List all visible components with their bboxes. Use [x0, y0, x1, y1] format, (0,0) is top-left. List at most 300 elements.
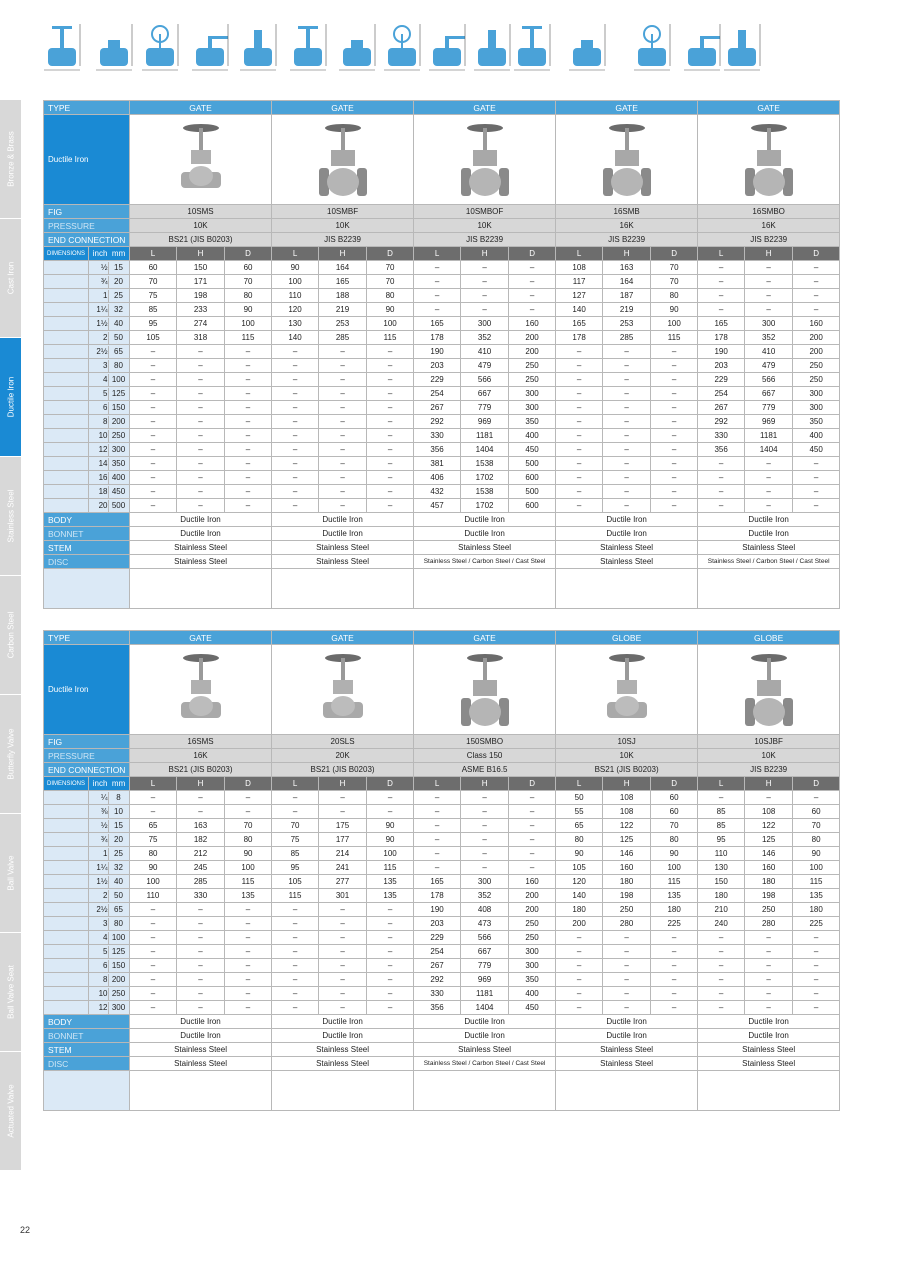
dimension-value: 60 [225, 261, 272, 275]
stem-value: Stainless Steel [272, 1043, 414, 1057]
dimension-value: – [367, 1001, 414, 1015]
body-value: Ductile Iron [130, 1015, 272, 1029]
size-blank [44, 303, 89, 317]
dimension-value: 163 [177, 819, 225, 833]
dimension-value: 140 [556, 889, 603, 903]
dimension-value: 120 [272, 303, 319, 317]
bonnet-value: Ductile Iron [698, 527, 840, 541]
side-tab-butterfly-valve[interactable] [0, 695, 21, 814]
side-tab-actuated-valve[interactable] [0, 1052, 21, 1171]
dimension-value: 178 [414, 331, 461, 345]
size-row [44, 359, 840, 373]
side-tab-label: Stainless Steel [6, 489, 15, 543]
notes-cell [130, 1071, 272, 1111]
dimension-value: 250 [509, 373, 556, 387]
dimension-value: – [225, 987, 272, 1001]
dimension-value: 70 [225, 819, 272, 833]
size-inch: 12 [90, 1002, 109, 1014]
dimension-value: 352 [461, 889, 509, 903]
size-mm: 8 [116, 792, 121, 802]
dimension-value: 70 [367, 275, 414, 289]
dim-header-l: L [698, 247, 745, 261]
dimension-value: 115 [225, 331, 272, 345]
end-connection-value: JIS B2239 [272, 233, 414, 247]
size-cell [89, 317, 130, 331]
dimension-value: – [367, 485, 414, 499]
dimension-value: 219 [319, 303, 367, 317]
valve-photo-20sls [272, 645, 414, 735]
dimension-value: – [319, 1001, 367, 1015]
dimension-value: 200 [556, 917, 603, 931]
dimension-value: – [367, 415, 414, 429]
dimension-value: 85 [272, 847, 319, 861]
dimension-value: – [509, 275, 556, 289]
dimension-value: – [130, 945, 177, 959]
fig-value: 150SMBO [414, 735, 556, 749]
dimension-value: – [130, 931, 177, 945]
dimension-value: – [414, 861, 461, 875]
notes-row [44, 1071, 840, 1111]
dimension-value: – [698, 987, 745, 1001]
dimension-value: – [272, 457, 319, 471]
dimension-value: – [793, 303, 840, 317]
dimension-value: – [272, 415, 319, 429]
size-cell [89, 945, 130, 959]
size-row [44, 833, 840, 847]
size-row [44, 875, 840, 889]
fig-value: 10SMBF [272, 205, 414, 219]
dimension-value: – [651, 401, 698, 415]
disc-row [44, 1057, 840, 1071]
dimension-value: – [745, 1001, 793, 1015]
dimension-value: 130 [272, 317, 319, 331]
dimension-value: 80 [556, 833, 603, 847]
dimension-value: – [509, 303, 556, 317]
dimension-value: – [225, 499, 272, 513]
dimension-value: – [272, 443, 319, 457]
body-row [44, 1015, 840, 1029]
faucet-icon [720, 16, 764, 74]
valve-type-icon-strip [40, 16, 810, 76]
dimension-value: – [793, 275, 840, 289]
dimension-value: 432 [414, 485, 461, 499]
dimension-value: 60 [651, 805, 698, 819]
dimension-value: 200 [509, 889, 556, 903]
dimension-value: 90 [225, 847, 272, 861]
dimension-value: 80 [130, 847, 177, 861]
dimension-value: 125 [603, 833, 651, 847]
dimension-value: – [367, 959, 414, 973]
dimension-value: 473 [461, 917, 509, 931]
size-blank [44, 819, 89, 833]
dimension-value: 479 [461, 359, 509, 373]
dimension-value: 160 [509, 875, 556, 889]
unit-header [89, 777, 130, 791]
dimension-value: 300 [509, 959, 556, 973]
dimension-value: – [461, 805, 509, 819]
dimension-value: 100 [225, 317, 272, 331]
dimension-value: – [651, 931, 698, 945]
body-value: Ductile Iron [698, 513, 840, 527]
size-row [44, 903, 840, 917]
disc-value: Stainless Steel / Carbon Steel / Cast Steel [414, 1057, 556, 1071]
size-row [44, 415, 840, 429]
dimension-value: – [556, 387, 603, 401]
side-tab-ductile-iron[interactable] [0, 338, 21, 457]
disc-label: DISC [44, 1057, 130, 1071]
dimension-value: 165 [414, 317, 461, 331]
dimension-value: – [556, 987, 603, 1001]
dimension-value: – [130, 387, 177, 401]
dimension-value: 90 [272, 261, 319, 275]
size-inch: 3 [90, 918, 109, 930]
dimension-value: – [745, 275, 793, 289]
dimension-value: 1702 [461, 499, 509, 513]
side-tab-ball-valve-seat[interactable] [0, 933, 21, 1052]
bonnet-row [44, 527, 840, 541]
dimension-value: – [651, 359, 698, 373]
dimension-value: 200 [793, 345, 840, 359]
dim-header-h: H [319, 247, 367, 261]
valve-photo-10sjbf [698, 645, 840, 735]
dimension-value: 135 [367, 875, 414, 889]
pressure-value: 10K [414, 219, 556, 233]
size-cell [89, 275, 130, 289]
size-row [44, 861, 840, 875]
dimension-value: – [556, 373, 603, 387]
dimension-value: 479 [745, 359, 793, 373]
dim-header-l: L [698, 777, 745, 791]
dimension-value: 90 [556, 847, 603, 861]
dimension-value: – [225, 457, 272, 471]
dimension-value: – [130, 903, 177, 917]
dimension-value: 356 [414, 1001, 461, 1015]
dimension-value: 267 [698, 401, 745, 415]
size-inch: ¼ [90, 792, 109, 804]
dimension-value: 253 [603, 317, 651, 331]
dimension-value: 318 [177, 331, 225, 345]
dimension-value: – [130, 1001, 177, 1015]
dimension-value: 85 [130, 303, 177, 317]
dimension-value: – [698, 931, 745, 945]
type-label: TYPE [44, 101, 130, 115]
size-mm: 150 [111, 960, 126, 970]
dimension-value: – [225, 973, 272, 987]
pressure-value: 10K [556, 749, 698, 763]
notes-cell [414, 569, 556, 609]
dimension-value: – [177, 401, 225, 415]
side-tab-stainless-steel[interactable] [0, 457, 21, 576]
dimension-value: – [225, 373, 272, 387]
bonnet-value: Ductile Iron [698, 1029, 840, 1043]
size-blank [44, 987, 89, 1001]
size-mm: 250 [111, 430, 126, 440]
size-row [44, 387, 840, 401]
dimension-value: – [177, 485, 225, 499]
notes-label-blank [44, 569, 130, 609]
size-blank [44, 931, 89, 945]
type-row [44, 101, 840, 115]
dimension-value: 406 [414, 471, 461, 485]
size-mm: 15 [114, 820, 123, 830]
dimension-value: – [414, 847, 461, 861]
valve-photo-150smbo [414, 645, 556, 735]
dimension-value: 566 [461, 373, 509, 387]
valve-type-cell: GLOBE [698, 631, 840, 645]
dimension-value: 277 [319, 875, 367, 889]
dimension-value: 400 [509, 987, 556, 1001]
size-blank [44, 861, 89, 875]
end-connection-value: JIS B2239 [556, 233, 698, 247]
dimension-value: – [745, 457, 793, 471]
dimension-value: – [556, 959, 603, 973]
dimension-value: – [651, 471, 698, 485]
dimension-value: 410 [745, 345, 793, 359]
dimension-value: 779 [461, 401, 509, 415]
stem-value: Stainless Steel [698, 541, 840, 555]
dimension-value: – [272, 987, 319, 1001]
dimension-value: 450 [509, 443, 556, 457]
size-row [44, 931, 840, 945]
dimension-value: 90 [793, 847, 840, 861]
dimension-value: 80 [225, 833, 272, 847]
side-tab-ball-valve[interactable] [0, 814, 21, 933]
size-mm: 10 [114, 806, 123, 816]
fig-row [44, 735, 840, 749]
size-mm: 500 [111, 500, 126, 510]
size-cell [89, 805, 130, 819]
dimension-value: 165 [319, 275, 367, 289]
size-mm: 80 [114, 360, 123, 370]
dimension-value: 135 [793, 889, 840, 903]
dimensions-header-row [44, 777, 840, 791]
dimension-value: – [745, 485, 793, 499]
dim-header-l: L [556, 247, 603, 261]
dimension-value: – [603, 429, 651, 443]
size-mm: 450 [111, 486, 126, 496]
notes-cell [698, 1071, 840, 1111]
dimension-value: – [793, 973, 840, 987]
notes-cell [556, 569, 698, 609]
dimension-value: – [272, 931, 319, 945]
dimension-value: – [130, 805, 177, 819]
photo-row [44, 645, 840, 735]
disc-row [44, 555, 840, 569]
dimension-value: – [225, 471, 272, 485]
dimension-value: 1538 [461, 485, 509, 499]
pressure-value: 10K [272, 219, 414, 233]
stem-row [44, 541, 840, 555]
dimension-value: 105 [556, 861, 603, 875]
size-inch: 2 [90, 890, 109, 902]
size-cell [89, 429, 130, 443]
pressure-value: 16K [556, 219, 698, 233]
dimension-value: – [367, 387, 414, 401]
dimension-value: 285 [319, 331, 367, 345]
dimension-value: – [367, 791, 414, 805]
dimension-value: 90 [130, 861, 177, 875]
dimension-value: – [177, 903, 225, 917]
dim-header-h: H [745, 247, 793, 261]
dimension-value: – [177, 471, 225, 485]
dimensions-header-row [44, 247, 840, 261]
pressure-value: 10K [130, 219, 272, 233]
dimension-value: 300 [509, 401, 556, 415]
dimension-value: – [509, 289, 556, 303]
page-number: 22 [20, 1225, 31, 1235]
disc-value: Stainless Steel [130, 1057, 272, 1071]
dimension-value: – [272, 485, 319, 499]
dimension-value: 163 [603, 261, 651, 275]
dimension-value: – [177, 805, 225, 819]
body-value: Ductile Iron [556, 513, 698, 527]
dimension-value: – [603, 499, 651, 513]
dimension-value: 408 [461, 903, 509, 917]
dim-header-h: H [319, 777, 367, 791]
size-blank [44, 387, 89, 401]
dimension-value: – [130, 457, 177, 471]
dimension-value: 254 [414, 387, 461, 401]
dimension-value: – [698, 791, 745, 805]
dimension-value: – [225, 485, 272, 499]
dimension-value: 70 [367, 261, 414, 275]
dimension-value: 200 [509, 345, 556, 359]
dimension-value: 352 [745, 331, 793, 345]
dimension-value: – [319, 973, 367, 987]
dimension-value: 1404 [745, 443, 793, 457]
dimension-value: – [177, 373, 225, 387]
dimension-value: 214 [319, 847, 367, 861]
dimension-value: 85 [698, 819, 745, 833]
dimension-value: 200 [509, 331, 556, 345]
dimension-value: 1538 [461, 457, 509, 471]
size-blank [44, 359, 89, 373]
y-strainer-icon [470, 16, 514, 74]
dimension-value: 300 [793, 401, 840, 415]
dimension-value: 267 [414, 959, 461, 973]
valve-photo-16smbo [698, 115, 840, 205]
dimension-value: 165 [698, 317, 745, 331]
dimension-value: – [556, 401, 603, 415]
dimension-value: – [556, 457, 603, 471]
dimension-value: 300 [509, 945, 556, 959]
side-tab-carbon-steel[interactable] [0, 576, 21, 695]
valve-type-cell: GATE [130, 631, 272, 645]
dimension-value: 203 [698, 359, 745, 373]
size-inch: 1 [90, 848, 109, 860]
dim-header-h: H [461, 777, 509, 791]
dimension-value: – [414, 805, 461, 819]
stem-value: Stainless Steel [130, 541, 272, 555]
dimension-value: – [272, 903, 319, 917]
dimension-value: 160 [745, 861, 793, 875]
dimension-value: 969 [745, 415, 793, 429]
dimension-value: – [367, 903, 414, 917]
valve-type-cell: GATE [272, 631, 414, 645]
dimension-value: 350 [509, 415, 556, 429]
stem-label: STEM [44, 1043, 130, 1057]
dimension-value: 122 [603, 819, 651, 833]
dimension-value: – [225, 931, 272, 945]
dimension-value: – [177, 457, 225, 471]
dimension-value: – [177, 429, 225, 443]
size-row [44, 791, 840, 805]
size-blank [44, 959, 89, 973]
size-mm: 350 [111, 458, 126, 468]
size-cell [89, 987, 130, 1001]
dimension-value: 90 [651, 847, 698, 861]
dimension-value: – [651, 987, 698, 1001]
size-blank [44, 485, 89, 499]
dimension-value: 70 [225, 275, 272, 289]
size-cell [89, 373, 130, 387]
size-blank [44, 415, 89, 429]
dimension-value: – [509, 261, 556, 275]
dimension-value: 1181 [461, 429, 509, 443]
section-tabs [0, 100, 21, 1171]
dimension-value: 779 [745, 401, 793, 415]
dimension-value: – [367, 429, 414, 443]
spec-table-2 [43, 630, 840, 1111]
dimension-value: 90 [367, 303, 414, 317]
size-blank [44, 847, 89, 861]
dimension-value: – [130, 373, 177, 387]
size-mm: 100 [111, 374, 126, 384]
dimension-value: – [651, 499, 698, 513]
size-cell [89, 485, 130, 499]
dimension-value: 330 [414, 987, 461, 1001]
end-connection-value: BS21 (JIS B0203) [272, 763, 414, 777]
valve-type-cell: GATE [698, 101, 840, 115]
size-inch: 2½ [90, 346, 109, 358]
dimension-value: 135 [367, 889, 414, 903]
side-tab-bronze-brass[interactable] [0, 100, 21, 219]
dimension-value: – [130, 499, 177, 513]
dimension-value: – [319, 499, 367, 513]
size-row [44, 345, 840, 359]
dimension-value: – [461, 861, 509, 875]
dimension-value: – [177, 987, 225, 1001]
dimension-value: – [225, 805, 272, 819]
dimension-value: 330 [177, 889, 225, 903]
dimension-value: 250 [745, 903, 793, 917]
dimension-value: – [651, 945, 698, 959]
dimension-value: – [319, 415, 367, 429]
dimension-value: – [793, 289, 840, 303]
dimension-value: 164 [319, 261, 367, 275]
size-cell [89, 917, 130, 931]
type-label: TYPE [44, 631, 130, 645]
dimension-value: – [698, 945, 745, 959]
dimension-value: – [367, 373, 414, 387]
dimension-value: 350 [793, 415, 840, 429]
side-tab-cast-iron[interactable] [0, 219, 21, 338]
strainer-icon [425, 16, 469, 74]
size-inch: 1¼ [90, 304, 109, 316]
dimension-value: 60 [793, 805, 840, 819]
dimension-value: 352 [461, 331, 509, 345]
dimension-value: 115 [793, 875, 840, 889]
dimension-value: 667 [461, 387, 509, 401]
size-row [44, 959, 840, 973]
bonnet-label: BONNET [44, 1029, 130, 1043]
size-mm: 80 [114, 918, 123, 928]
dimension-value: 280 [745, 917, 793, 931]
dimension-value: 969 [461, 973, 509, 987]
dimension-value: 50 [556, 791, 603, 805]
dimension-value: 177 [319, 833, 367, 847]
dimension-value: 110 [698, 847, 745, 861]
